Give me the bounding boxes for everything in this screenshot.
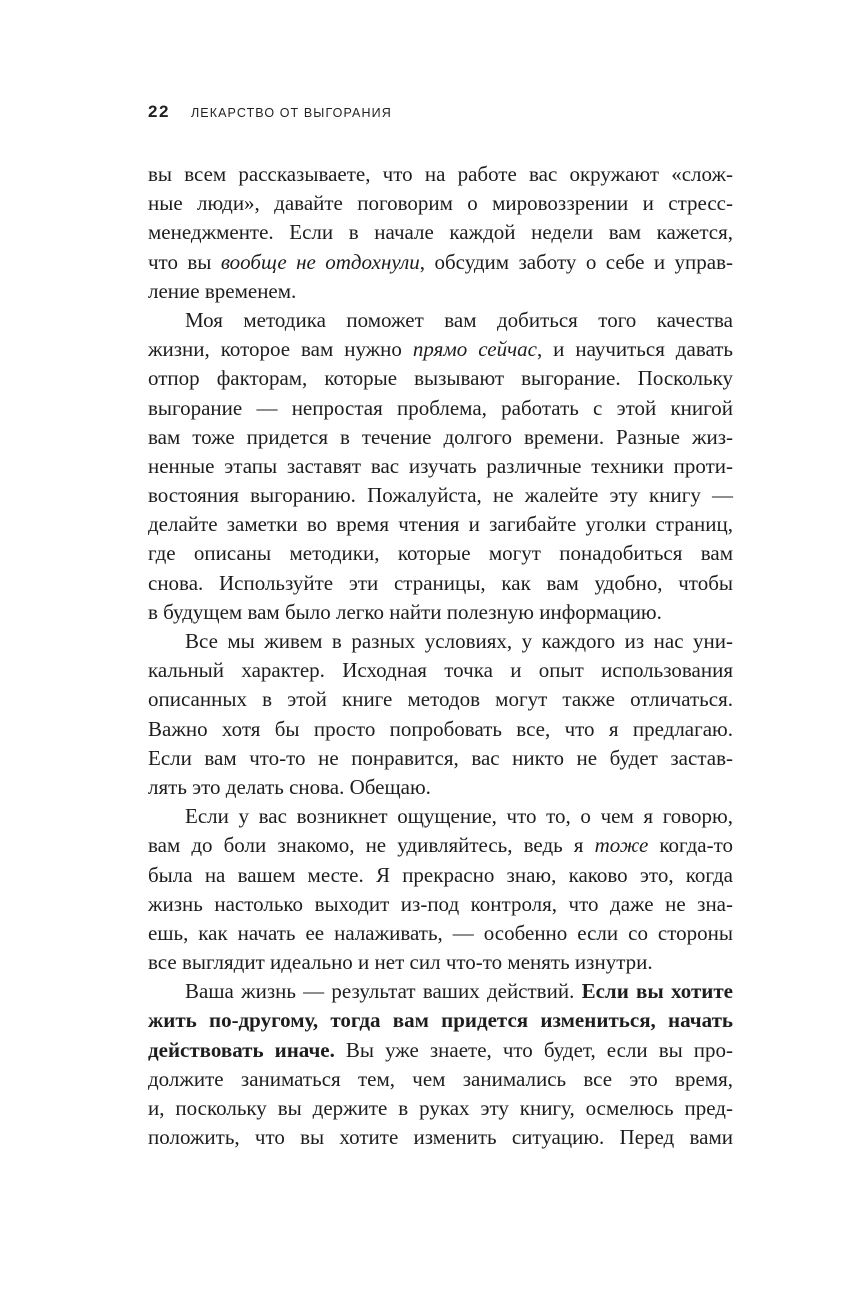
text-line: делайте заметки во время чтения и загибайте уголки страниц,	[148, 512, 733, 537]
text-line: вы всем рассказываете, что на работе вас окружают «слож-	[148, 162, 733, 186]
text-line	[148, 1006, 733, 1035]
text-run: Ваша жизнь — результат ваших действий.	[185, 979, 582, 1004]
text-line: Если у вас возникнет ощущение, что то, о чем я говорю,	[185, 804, 733, 829]
text-line: жизнь настолько выходит из-под контроля, что даже не зна-	[148, 891, 733, 916]
body-text	[148, 160, 733, 1152]
bold-emphasis: действовать иначе.	[148, 1037, 335, 1062]
paragraph	[148, 627, 733, 802]
text-line: ление временем.	[148, 278, 297, 303]
text-line: и, поскольку вы держите в руках эту книгу, осмелюсь пред-	[148, 1096, 733, 1120]
text-run: когда-то	[648, 833, 733, 858]
paragraph	[148, 977, 733, 1152]
text-line: лять это делать снова. Обещаю.	[148, 774, 431, 799]
paragraph	[148, 802, 733, 977]
text-line	[148, 335, 733, 364]
text-line: менеджменте. Если в начале каждой недели вам кажется,	[148, 220, 733, 245]
italic-emphasis: вообще не отдохнули	[220, 249, 420, 274]
text-line	[148, 1036, 733, 1065]
text-run: жизни, которое вам нужно	[148, 337, 413, 362]
bold-emphasis: жить по-другому, тогда вам придется измениться, начать	[148, 1008, 733, 1033]
running-title: ЛЕКАРСТВО ОТ ВЫГОРАНИЯ	[191, 106, 392, 120]
text-line: в будущем вам было легко найти полезную информацию.	[148, 599, 662, 624]
page-header	[0, 0, 862, 130]
text-line: кальный характер. Исходная точка и опыт использования	[148, 658, 733, 683]
text-line: ные люди», давайте поговорим о мировоззрении и стресс-	[148, 191, 733, 216]
text-line	[148, 831, 733, 860]
text-line: выгорание — непростая проблема, работать с этой книгой	[148, 395, 733, 420]
italic-emphasis: тоже	[594, 833, 649, 858]
text-line: была на вашем месте. Я прекрасно знаю, каково это, когда	[148, 862, 733, 887]
text-line: Если вам что-то не понравится, вас никто не будет застав-	[148, 745, 733, 770]
text-line: где описаны методики, которые могут понадобиться вам	[148, 541, 733, 566]
text-line: Все мы живем в разных условиях, у каждого из нас уни-	[185, 629, 733, 653]
text-line: описанных в этой книге методов могут также отличаться.	[148, 687, 733, 712]
text-line	[148, 248, 733, 277]
italic-emphasis: прямо сейчас	[412, 337, 537, 362]
text-line: должите заниматься тем, чем занимались все это время,	[148, 1066, 733, 1091]
bold-emphasis: Если вы хотите	[581, 979, 733, 1004]
text-run: Вы уже знаете, что будет, если вы про-	[334, 1037, 733, 1062]
text-line: снова. Используйте эти страницы, как вам удобно, чтобы	[148, 570, 733, 595]
text-run: что вы	[148, 249, 221, 274]
text-line	[148, 977, 733, 1006]
text-line: востояния выгоранию. Пожалуйста, не жалейте эту книгу —	[148, 483, 733, 508]
text-line: ешь, как начать ее налаживать, — особенно если со стороны	[148, 920, 733, 945]
text-line: положить, что вы хотите изменить ситуацию. Перед вами	[148, 1125, 733, 1150]
text-run: вам до боли знакомо, не удивляйтесь, ведь я	[148, 833, 595, 858]
text-line: отпор факторам, которые вызывают выгорание. Поскольку	[148, 366, 733, 391]
text-line: ненные этапы заставят вас изучать различные техники проти-	[148, 453, 733, 478]
text-line: Моя методика поможет вам добиться того качества	[185, 307, 733, 332]
paragraph	[148, 160, 733, 306]
text-line: вам тоже придется в течение долгого времени. Разные жиз-	[148, 424, 733, 449]
text-run: , обсудим заботу о себе и управ-	[419, 249, 733, 274]
text-run: , и научиться давать	[536, 337, 733, 362]
text-line: Важно хотя бы просто попробовать все, что я предлагаю.	[148, 716, 733, 741]
text-line: все выглядит идеально и нет сил что-то менять изнутри.	[148, 950, 653, 975]
paragraph	[148, 306, 733, 627]
page-number: 22	[148, 102, 170, 121]
